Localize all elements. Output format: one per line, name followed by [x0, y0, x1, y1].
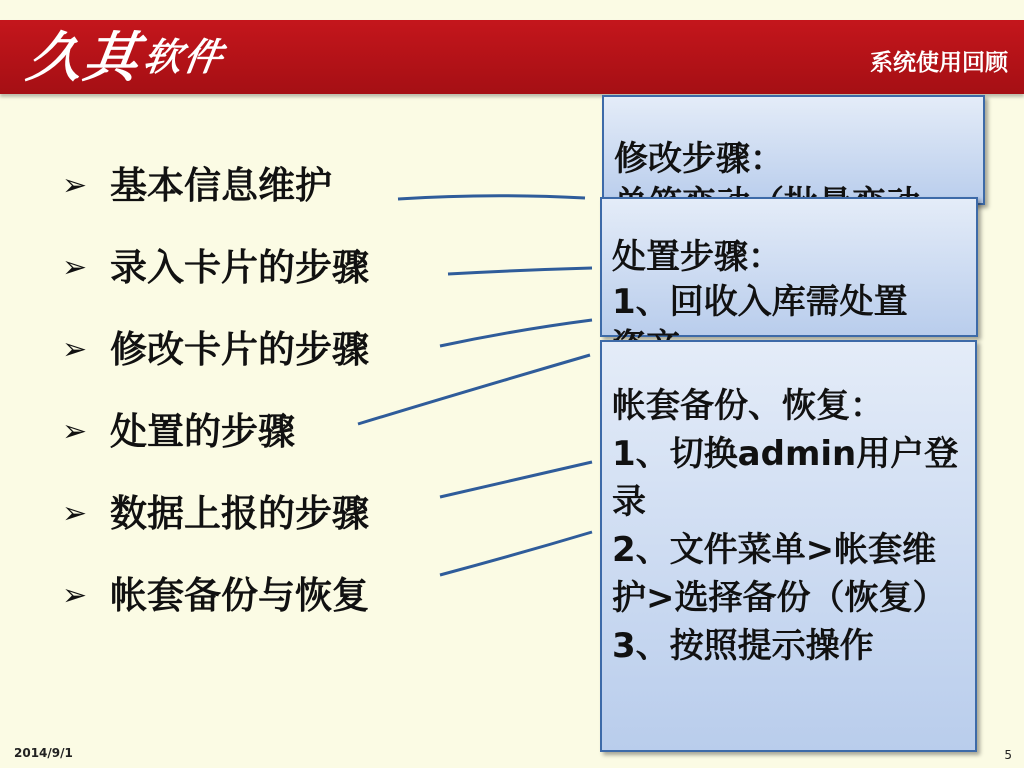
list-item-label: 修改卡片的步骤	[110, 328, 369, 371]
callout-title: 帐套备份、恢复：	[612, 386, 884, 426]
list-item-label: 处置的步骤	[110, 410, 295, 453]
arrow-bullet-icon: ➢	[62, 578, 88, 613]
connector-line	[440, 532, 592, 575]
connector-line	[440, 320, 592, 346]
slide-page-number: 5	[1004, 748, 1012, 762]
connector-line	[358, 355, 590, 424]
slide-section-title: 系统使用回顾	[870, 50, 1008, 76]
arrow-bullet-icon: ➢	[62, 496, 88, 531]
callout-step: 3、按照提示操作	[612, 626, 874, 666]
list-item	[62, 402, 369, 484]
list-item	[62, 484, 369, 566]
dispose-steps-callout	[600, 197, 978, 337]
connector-line	[448, 268, 592, 274]
slide-date: 2014/9/1	[14, 746, 73, 760]
list-item-label: 帐套备份与恢复	[110, 574, 369, 617]
connector-line	[440, 462, 592, 497]
arrow-bullet-icon: ➢	[62, 332, 88, 367]
backup-restore-callout	[600, 340, 977, 752]
header-band	[0, 20, 1024, 94]
list-item	[62, 566, 369, 648]
connector-line	[398, 196, 585, 199]
callout-step: 2、文件菜单>帐套维护>选择备份（恢复）	[612, 530, 947, 618]
modify-steps-callout	[602, 95, 985, 205]
list-item-label: 基本信息维护	[110, 164, 332, 207]
arrow-bullet-icon: ➢	[62, 250, 88, 285]
list-item-label: 录入卡片的步骤	[110, 246, 369, 289]
list-item	[62, 238, 369, 320]
arrow-bullet-icon: ➢	[62, 414, 88, 449]
list-item	[62, 320, 369, 402]
list-item	[62, 156, 369, 238]
list-item-label: 数据上报的步骤	[110, 492, 369, 535]
logo-sub-text: 软件	[140, 34, 228, 79]
callout-title: 处置步骤：	[612, 237, 782, 277]
company-logo	[23, 22, 228, 92]
arrow-bullet-icon: ➢	[62, 168, 88, 203]
callout-step: 1、切换admin用户登录	[612, 434, 959, 522]
callout-title: 修改步骤：	[614, 139, 784, 179]
logo-main-text: 久其	[23, 25, 145, 89]
callout-line: 1、回收入库需处置	[612, 282, 908, 322]
topic-list	[62, 156, 369, 648]
